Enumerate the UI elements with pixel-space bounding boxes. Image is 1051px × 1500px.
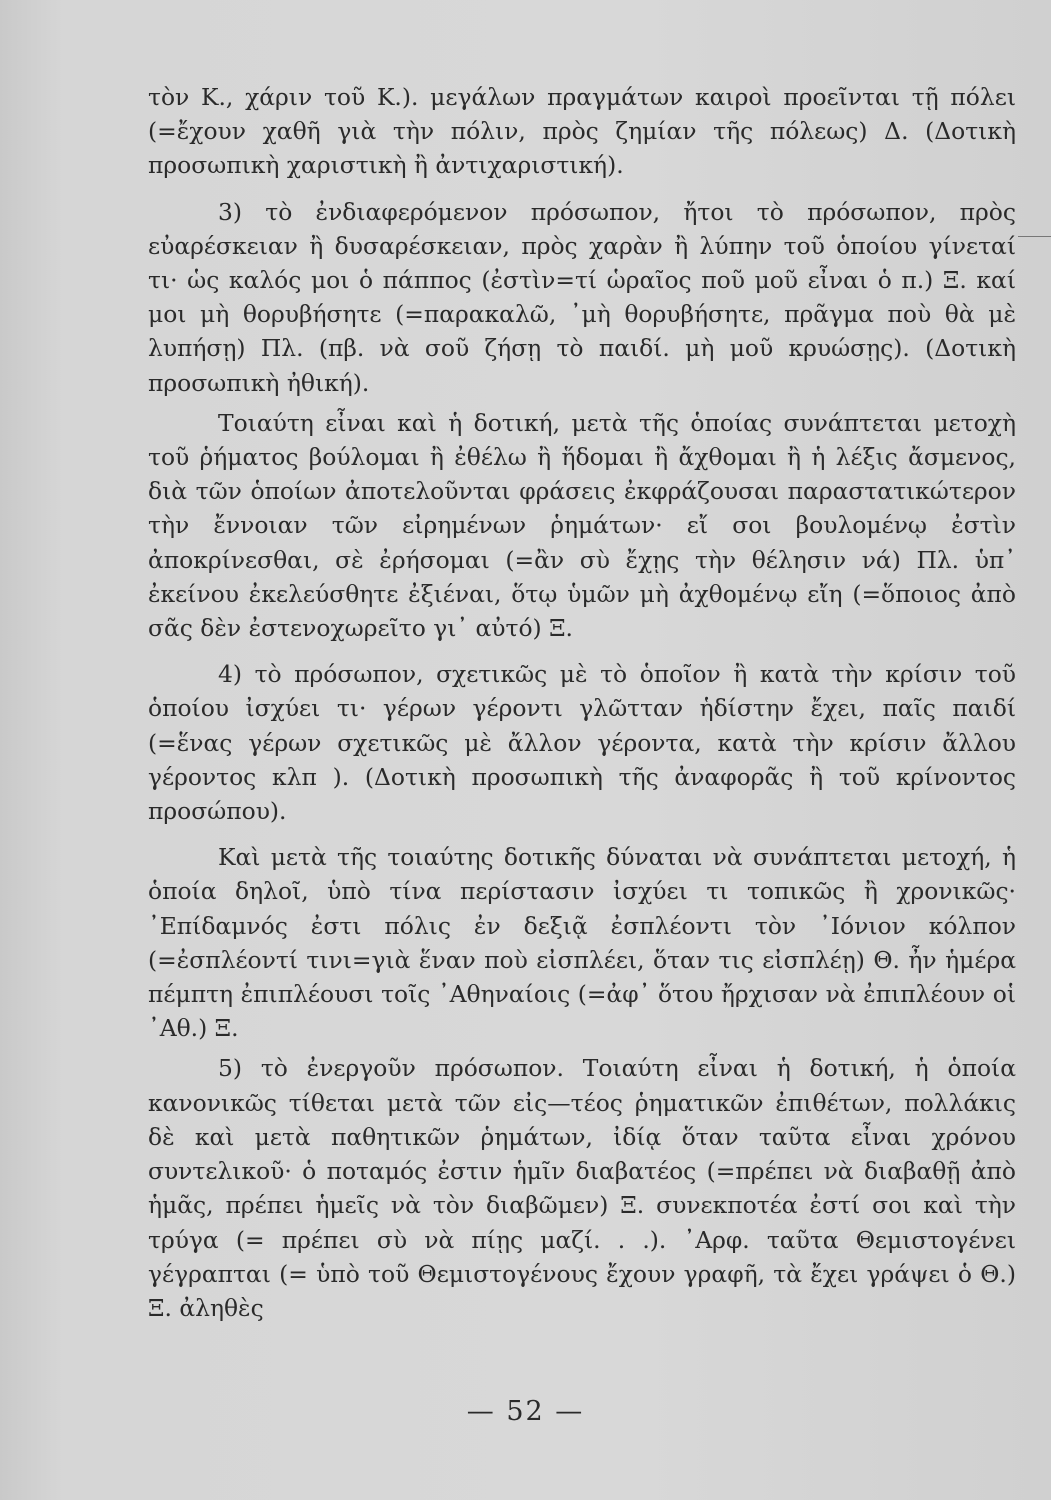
paragraph-section-4: 4) τὸ πρόσωπον, σχετικῶς μὲ τὸ ὁποῖον ἢ κατὰ τὴν κρίσιν τοῦ ὁποίου ἰσχύει τι· γέρων γέροντι γλῶτταν ἡδίστην ἔχει, παῖς παιδί (=ἕνας γέρων σχετικῶς μὲ ἄλλον γέροντα, κατὰ τὴν κρίσιν ἄλλου γέροντος κλπ ). (Δοτικὴ προσωπικὴ τῆς ἀναφορᾶς ἢ τοῦ κρίνοντος προσώπου).	[148, 660, 1016, 826]
paragraph-section-3: 3) τὸ ἐνδιαφερόμενον πρόσωπον, ἤτοι τὸ πρόσωπον, πρὸς εὐαρέσκειαν ἢ δυσαρέσκειαν, πρὸς χαρὰν ἢ λύπην τοῦ ὁποίου γίνεταί τι· ὡς καλός μοι ὁ πάππος (ἐστὶν=τί ὡραῖος ποῦ μοῦ εἶναι ὁ π.) Ξ. καί μοι μὴ θορυβήσητε (=παρακαλῶ, ᾿μὴ θορυβήσητε, πρᾶγμα ποὺ θὰ μὲ λυπήσῃ) Πλ. (πβ. νὰ σοῦ ζήσῃ τὸ παιδί. μὴ μοῦ κρυώσῃς). (Δοτικὴ προσωπικὴ ἠθική).	[148, 197, 1016, 397]
paragraph-section-5: 5) τὸ ἐνεργοῦν πρόσωπον. Τοιαύτη εἶναι ἡ δοτική, ἡ ὁποία κανονικῶς τίθεται μετὰ τῶν εἰς—τέος ῥηματικῶν ἐπιθέτων, πολλάκις δὲ καὶ μετὰ παθητικῶν ῥημάτων, ἰδίᾳ ὅταν ταῦτα εἶναι χρόνου συντελικοῦ· ὁ ποταμός ἐστιν ἡμῖν διαβατέος (=πρέπει νὰ διαβαθῇ ἀπὸ ἡμᾶς, πρέπει ἡμεῖς νὰ τὸν διαβῶμεν) Ξ. συνεκποτέα ἐστί σοι καὶ τὴν τρύγα (= πρέπει σὺ νὰ πίῃς μαζί. . .). ᾿Αρφ. ταῦτα Θεμιστογένει γέγραπται (= ὑπὸ τοῦ Θεμιστογένους ἔχουν γραφῆ, τὰ ἔχει γράψει ὁ Θ.) Ξ. ἀληθὲς	[148, 1054, 1016, 1322]
body-text	[148, 80, 1016, 1325]
paragraph-continuation: τὸν Κ., χάριν τοῦ Κ.). μεγάλων πραγμάτων καιροὶ προεῖνται τῇ πόλει (=ἔχουν χαθῆ γιὰ τὴν πόλιν, πρὸς ζημίαν τῆς πόλεως) Δ. (Δοτικὴ προσωπικὴ χαριστικὴ ἢ ἀντιχαριστική).	[148, 83, 1016, 180]
paragraph-local-temporal: Καὶ μετὰ τῆς τοιαύτης δοτικῆς δύναται νὰ συνάπτεται μετοχή, ἡ ὁποία δηλοῖ, ὑπὸ τίνα περίστασιν ἰσχύει τι τοπικῶς ἢ χρονικῶς· ᾿Επίδαμνός ἐστι πόλις ἐν δεξιᾷ ἐσπλέοντι τὸν ᾿Ιόνιον κόλπον (=ἐσπλέοντί τινι=γιὰ ἕναν ποὺ εἰσπλέει, ὅταν τις εἰσπλέῃ) Θ. ἦν ἡμέρα πέμπτη ἐπιπλέουσι τοῖς ᾿Αθηναίοις (=ἀφ᾿ ὅτου ἤρχισαν νὰ ἐπιπλέουν οἱ ᾿Αθ.) Ξ.	[148, 843, 1016, 1043]
margin-mark	[1018, 236, 1051, 237]
paragraph-participle: Τοιαύτη εἶναι καὶ ἡ δοτική, μετὰ τῆς ὁποίας συνάπτεται μετοχὴ τοῦ ῥήματος βούλομαι ἢ ἐθέλω ἢ ἥδομαι ἢ ἄχθομαι ἢ ἡ λέξις ἄσμενος, διὰ τῶν ὁποίων ἀποτελοῦνται φράσεις ἐκφράζουσαι παραστατικώτερον τὴν ἔννοιαν τῶν εἰρημένων ῥημάτων· εἴ σοι βουλομένῳ ἐστὶν ἀποκρίνεσθαι, σὲ ἐρήσομαι (=ἂν σὺ ἔχῃς τὴν θέλησιν νά) Πλ. ὑπ᾿ ἐκείνου ἐκελεύσθητε ἐξιέναι, ὅτῳ ὑμῶν μὴ ἀχθομένῳ εἴη (=ὅποιος ἀπὸ σᾶς δὲν ἐστενοχωρεῖτο γι᾿ αὐτό) Ξ.	[148, 408, 1016, 643]
page-number: — 52 —	[466, 1396, 585, 1427]
